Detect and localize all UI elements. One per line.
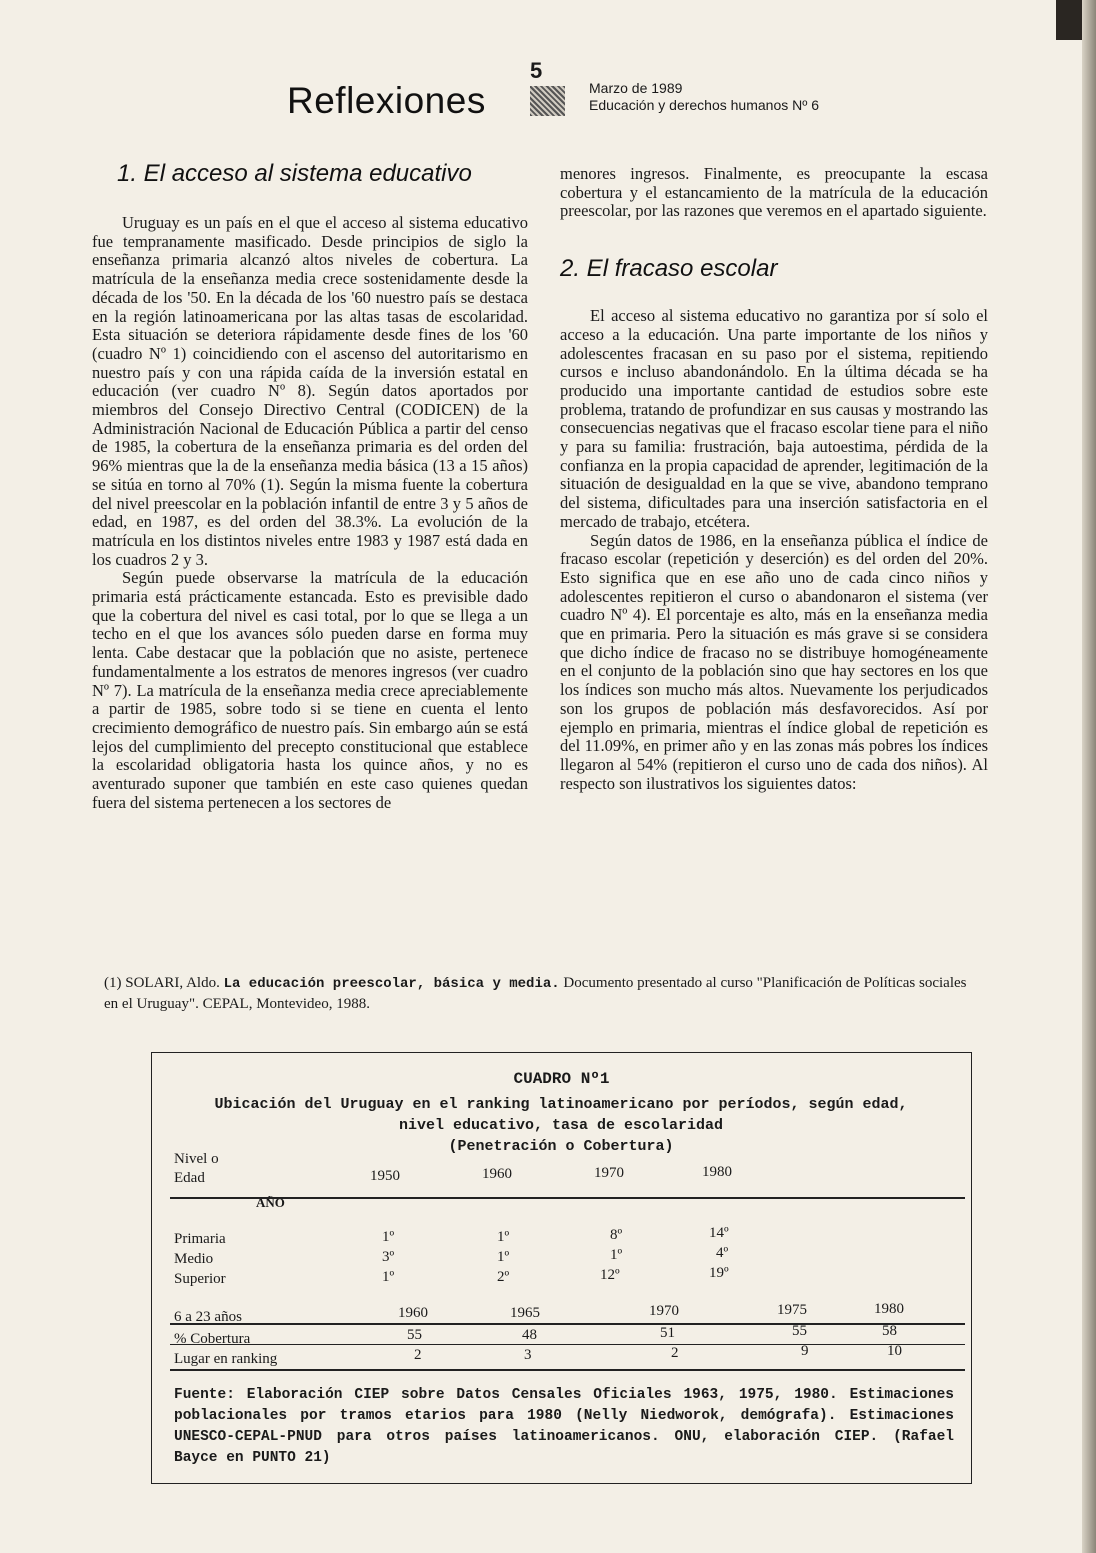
row-header: Edad — [174, 1170, 205, 1186]
ranking-cell: 9 — [801, 1343, 809, 1359]
paragraph: Según datos de 1986, en la enseñanza pública el índice de fracaso escolar (repetición y deserción) es del orden del 20%. Esto significa que en ese año uno de cada cinco niños y adolescentes repitieron el curso o abandonaron el sistema (ver cuadro Nº 4). El porcentaje es alto, más en la enseñanza media que en primaria. Pero la situación es más grave si se considera que dicho índice de fracaso no se distribuye homogéneamente en el conjunto de la población sino que hay sectores en los que los índices son mucho más altos. Nuevamente los perjudicados son los grupos de población más desfavorecidos. Así por ejemplo en primaria, mientras el índice global de repetición es del 11.09%, en primer año y en las zonas más pobres los índices llegaron al 54% (repitieron el curso uno de cada dos niños). Al respecto son ilustrativos los siguientes datos: — [560, 530, 988, 793]
table-title: CUADRO Nº1 — [513, 1070, 610, 1088]
issue-series: Educación y derechos humanos Nº 6 — [589, 97, 820, 113]
paragraph: El acceso al sistema educativo no garantiza por sí solo el acceso a la educación. Una parte importante de los niños y adolescentes fracasan en su paso por el sistema, repitiendo cursos e incluso abandonándolo. En la última década se ha producido una importante cantidad de estudios sobre este problema, tratando de profundizar en sus causas y mostrando las consecuencias negativas que el fracaso escolar tiene para el niño y para su familia: frustración, baja autoestima, pérdida de la confianza en la propia capacidad de aprender, legitimación de la situación de desigualdad en la que se vive, abandono temprano del sistema, dificultades para una inserción satisfactoria en el mercado de trabajo, etcétera. — [560, 306, 988, 531]
left-column — [92, 160, 528, 813]
year-header: AÑO — [256, 1195, 285, 1210]
ranking-cell: 3 — [524, 1347, 532, 1363]
table-rule — [170, 1369, 965, 1371]
year-cell: 1970 — [649, 1303, 679, 1319]
table-rule — [170, 1197, 965, 1199]
ranking-cell: 10 — [887, 1343, 902, 1359]
footnote-rest: Documento presentado al curso "Planificación de Políticas sociales en el Uruguay". CEPAL, Montevideo, 1988. — [104, 975, 967, 1012]
publication-title: Reflexiones — [287, 80, 486, 121]
rank-cell: 4º — [716, 1245, 729, 1261]
rank-cell: 3º — [382, 1249, 395, 1265]
table-subtitle-line: nivel educativo, tasa de escolaridad — [398, 1117, 724, 1134]
coverage-cell: 55 — [407, 1327, 422, 1343]
year-cell: 1970 — [594, 1165, 624, 1181]
year-cell: 1980 — [702, 1164, 732, 1180]
year-cell: 1960 — [482, 1166, 512, 1182]
rank-cell: 19º — [709, 1265, 729, 1281]
row-label: Superior — [174, 1271, 226, 1287]
page-number: 5 — [530, 58, 543, 83]
table-rule — [170, 1323, 965, 1325]
row-label: Medio — [174, 1251, 214, 1267]
page-edge-shadow — [1082, 0, 1096, 1553]
ranking-cell: 2 — [414, 1347, 422, 1363]
footnote-prefix: (1) SOLARI, Aldo. — [104, 975, 224, 991]
table-subtitle — [176, 1094, 946, 1157]
cuadro-1-table — [151, 1052, 972, 1484]
rank-cell: 1º — [497, 1229, 510, 1245]
year-cell: 1980 — [874, 1301, 904, 1317]
table-source: Fuente: Elaboración CIEP sobre Datos Censales Oficiales 1963, 1975, 1980. Estimaciones poblacionales por tramos etarios para 1980 (Nelly Niedworok, demógrafa). Estimaciones UNESCO-CEPAL-PNUD para otros países latinoamericanos. ONU, elaboración CIEP. (Rafael Bayce en PUNTO 21) — [174, 1387, 954, 1466]
footnote-title: La educación preescolar, básica y media. — [223, 976, 560, 992]
ranking-cell: 2 — [671, 1345, 679, 1361]
issue-date: Marzo de 1989 — [589, 80, 683, 96]
rank-cell: 1º — [610, 1247, 623, 1263]
section-title-2: 2. El fracaso escolar — [560, 255, 778, 283]
table-subtitle-line: (Penetración o Cobertura) — [448, 1138, 674, 1155]
footnote — [104, 973, 984, 1014]
rank-cell: 1º — [382, 1229, 395, 1245]
coverage-cell: 55 — [792, 1323, 807, 1339]
rank-cell: 14º — [709, 1225, 729, 1241]
rank-cell: 8º — [610, 1227, 623, 1243]
table-subtitle-line: Ubicación del Uruguay en el ranking latinoamericano por períodos, según edad, — [214, 1096, 908, 1113]
row-label: Primaria — [174, 1231, 226, 1247]
year-cell: 1965 — [510, 1305, 540, 1321]
section-title-1: 1. El acceso al sistema educativo — [117, 160, 472, 187]
rank-cell: 1º — [382, 1269, 395, 1285]
paragraph: Según puede observarse la matrícula de la educación primaria está prácticamente estancada. Esto es previsible dado que la cobertura del nivel es casi total, por lo que se llega a un techo en el que los avances sólo pueden darse en forma muy lenta. Cabe destacar que la población que no asiste, pertenece fundamentalmente a los estratos de menores ingresos (ver cuadro Nº 7). La matrícula de la enseñanza media crece apreciablemente a partir de 1985, sobre todo si se tiene en cuenta el lento crecimiento demográfico de nuestro país. Sin embargo aún se está lejos del cumplimiento del precepto constitucional que establece la escolaridad obligatoria hasta los quince años, y no es aventurado suponer que también en este caso quienes quedan fuera del sistema pertenecen a los sectores de — [92, 568, 528, 812]
paragraph-continuation: menores ingresos. Finalmente, es preocupante la escasa cobertura y el estancamiento de la matrícula de la educación preescolar, por las razones que veremos en el apartado siguiente. — [560, 164, 988, 221]
coverage-cell: 51 — [660, 1325, 675, 1341]
coverage-cell: 58 — [882, 1323, 897, 1339]
year-cell: 1960 — [398, 1305, 428, 1321]
year-cell: 1975 — [777, 1302, 807, 1318]
rank-cell: 2º — [497, 1269, 510, 1285]
row-label: % Cobertura — [174, 1331, 251, 1347]
header-halftone-box — [530, 86, 565, 116]
row-label: Lugar en ranking — [174, 1351, 278, 1367]
age-group-label: 6 a 23 años — [174, 1309, 242, 1325]
paragraph: Uruguay es un país en el que el acceso al sistema educativo fue tempranamente masificado. Desde principios de siglo la enseñanza primaria alcanzó altos niveles de cobertura. La matrícula de la enseñanza media crece sostenidamente desde la década de los '50. En la década de los '60 nuestro país se destaca en la región latinoamericana por las altas tasas de escolaridad. Esta situación se deteriora rápidamente desde fines de los '60 (cuadro Nº 1) coincidiendo con el ascenso del autoritarismo en nuestro país y con una rápida caída de la inversión estatal en educación (ver cuadro Nº 8). Según datos aportados por miembros del Consejo Directivo Central (CODICEN) de la Administración Nacional de Educación Pública a partir del censo de 1985, la cobertura de la enseñanza primaria es del orden del 96% mientras que la de la enseñanza media básica (13 a 15 años) se sitúa en torno al 70% (1). Según la misma fuente la cobertura del nivel preescolar en la población infantil de entre 3 y 5 años de edad, en 1987, es del orden del 38.3%. La evolución de la matrícula en los distintos niveles entre 1983 y 1987 está dada en los cuadros 2 y 3. — [92, 213, 528, 569]
header-meta — [589, 80, 819, 114]
year-cell: 1950 — [370, 1168, 400, 1184]
row-header: Nivel o — [174, 1151, 219, 1167]
table-rule — [170, 1344, 965, 1345]
rank-cell: 1º — [497, 1249, 510, 1265]
coverage-cell: 48 — [522, 1327, 537, 1343]
right-column — [560, 165, 988, 793]
rank-cell: 12º — [600, 1267, 620, 1283]
